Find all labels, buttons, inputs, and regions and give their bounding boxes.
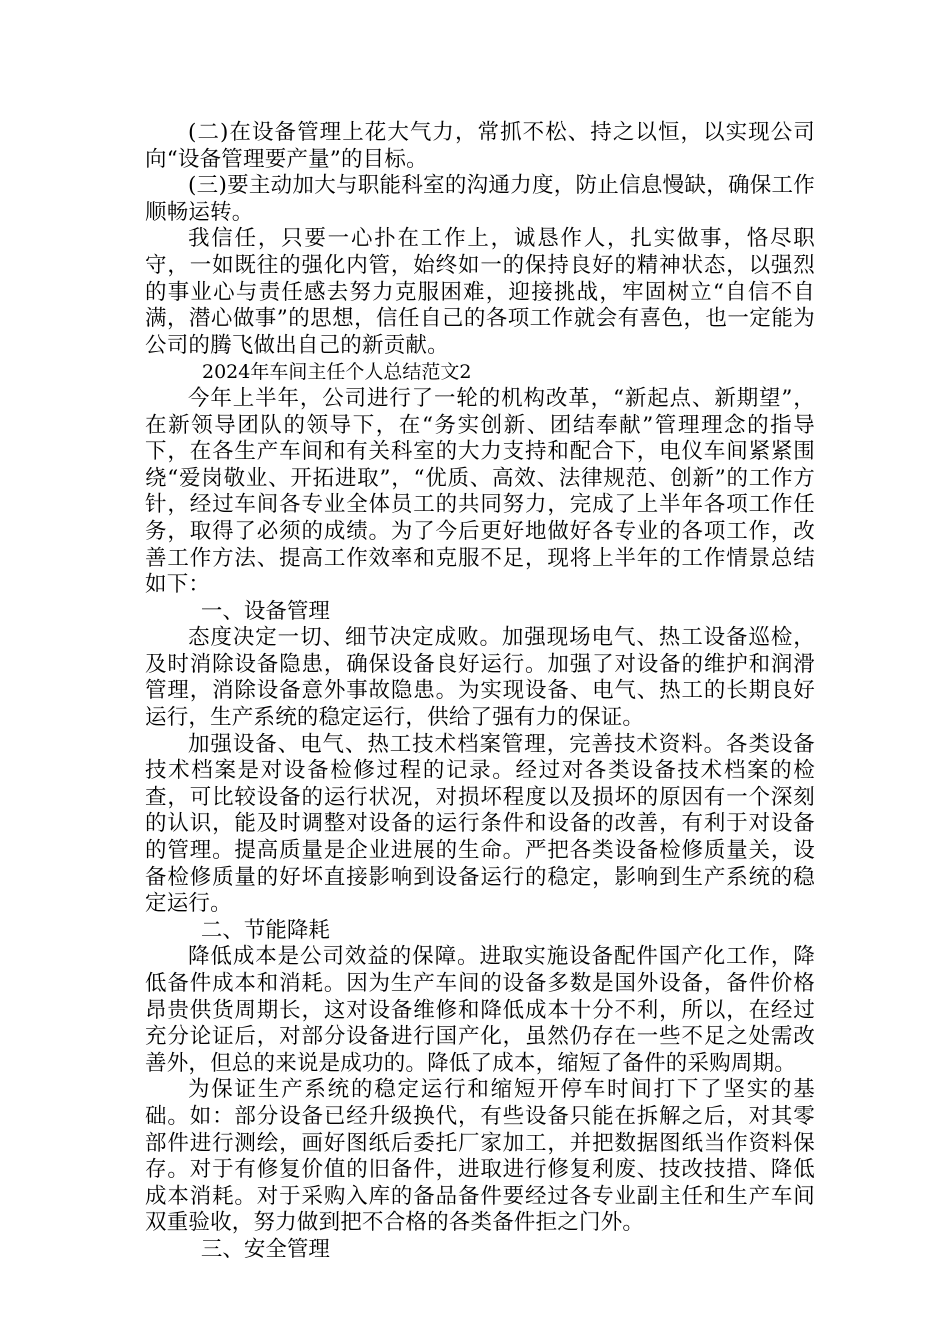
paragraph-technical-archives: 加强设备、电气、热工技术档案管理，完善技术资料。各类设备技术档案是对设备检修过程的记录。经过对各类设备技术档案的检查，可比较设备的运行状况，对损坏程度以及损坏的原因有一个深刻的认识，能及时调整对设备的运行条件和设备的改善，有利于对设备的管理。提高质量是企业进展的生命。严把各类设备检修质量关，设备检修质量的好坏直接影响到设备运行的稳定，影响到生产系统的稳定运行。 <box>145 731 815 917</box>
document-title: 2024年车间主任个人总结范文2 <box>202 361 472 384</box>
paragraph-commitment: 我信任，只要一心扑在工作上，诚恳作人，扎实做事，恪尽职守，一如既往的强化内管，始终如一的保持良好的精神状态，以强烈的事业心与责任感去努力克服困难，迎接挑战，牢固树立“自信不自满，潜心做事”的思想，信任自己的各项工作就会有喜色，也一定能为公司的腾飞做出自己的新贡献。 <box>145 226 815 358</box>
section-heading-energy: 二、节能降耗 <box>200 917 330 943</box>
section-heading-equipment: 一、设备管理 <box>200 598 330 624</box>
paragraph-cost-reduction: 降低成本是公司效益的保障。进取实施设备配件国产化工作，降低备件成本和消耗。因为生产车间的设备多数是国外设备，备件价格昂贵供货周期长，这对设备维修和降低成本十分不利，所以，在经过充分论证后，对部分设备进行国产化，虽然仍存在一些不足之处需改善外，但总的来说是成功的。降低了成本，缩短了备件的采购周期。 <box>145 944 815 1076</box>
paragraph-equipment-inspection: 态度决定一切、细节决定成败。加强现场电气、热工设备巡检，及时消除设备隐患，确保设备良好运行。加强了对设备的维护和润滑管理，消除设备意外事故隐患。为实现设备、电气、热工的长期良好运行，生产系统的稳定运行，供给了强有力的保证。 <box>145 625 815 731</box>
paragraph-spare-parts: 为保证生产系统的稳定运行和缩短开停车时间打下了坚实的基础。如：部分设备已经升级换代，有些设备只能在拆解之后，对其零部件进行测绘，画好图纸后委托厂家加工，并把数据图纸当作资料保存。对于有修复价值的旧备件，进取进行修复利废、技改技措、降低成本消耗。对于采购入库的备品备件要经过各专业副主任和生产车间双重验收，努力做到把不合格的各类备件拒之门外。 <box>145 1077 815 1236</box>
section-heading-safety: 三、安全管理 <box>200 1236 330 1262</box>
paragraph-equipment-goal: (二)在设备管理上花大气力，常抓不松、持之以恒，以实现公司向“设备管理要产量”的目标。 <box>145 120 815 172</box>
paragraph-communication: (三)要主动加大与职能科室的沟通力度，防止信息慢缺，确保工作顺畅运转。 <box>145 173 815 225</box>
document-page <box>145 120 815 1264</box>
paragraph-introduction: 今年上半年，公司进行了一轮的机构改革，“新起点、新期望”，在新领导团队的领导下，在“务实创新、团结奉献”管理理念的指导下，在各生产车间和有关科室的大力支持和配合下，电仪车间紧紧围绕“爱岗敬业、开拓进取”，“优质、高效、法律规范、创新”的工作方针，经过车间各专业全体员工的共同努力，完成了上半年各项工作任务，取得了必须的成绩。为了今后更好地做好各专业的各项工作，改善工作方法、提高工作效率和克服不足，现将上半年的工作情景总结如下： <box>145 385 815 598</box>
